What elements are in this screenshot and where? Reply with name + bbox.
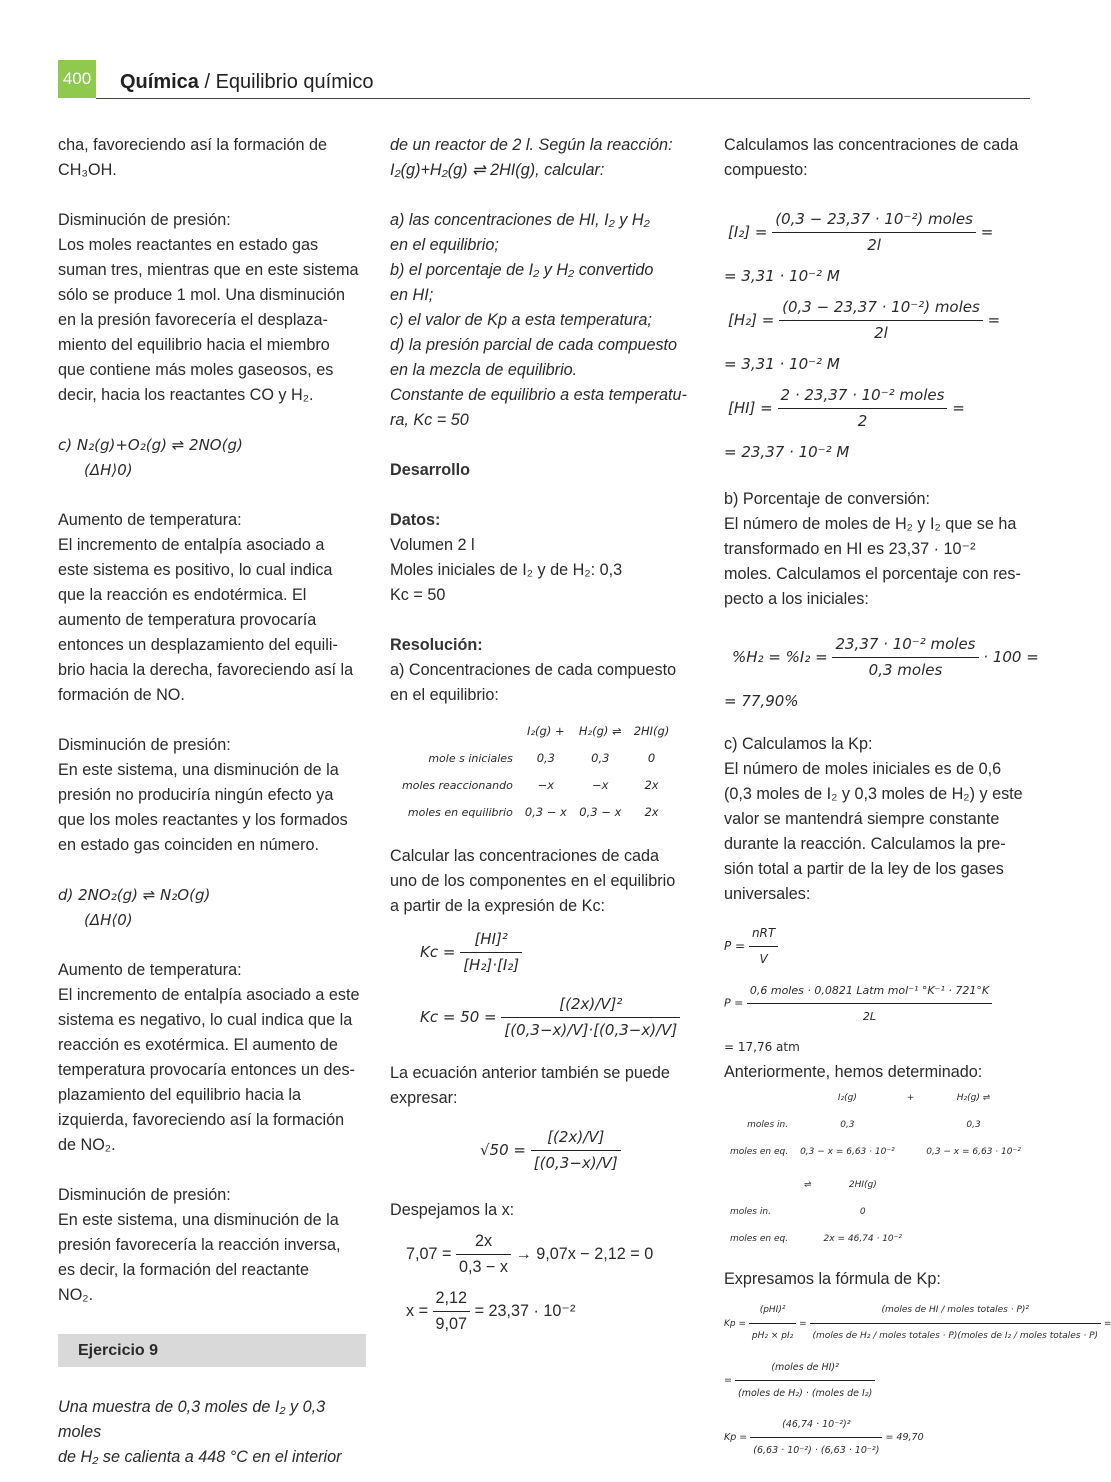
text-line: compuesto:	[724, 161, 808, 179]
text-line: I₂(g)+H₂(g) ⇌ 2HI(g), calcular:	[390, 161, 605, 179]
hi-result: = 23,37 · 10⁻² M	[724, 443, 850, 461]
kc-expression: Kc = $\frac{\text{[HI]²}}{\text{[H₂]·[I₂]}}$	[420, 927, 700, 978]
table-row: moles en eq. 2x = 46,74 · 10⁻²	[730, 1234, 903, 1244]
text-line: uno de los componentes en el equilibrio	[390, 872, 676, 890]
kp-formula: Kp = $\frac{\text{(pHI)²}}{\text{pH₂ × pI₂}}$ = (moles de HI / moles totales · P)² (moles de H₂ / moles totales · P)(moles de I₂ / moles totales · P) =	[724, 1298, 1034, 1349]
text-line: Volumen 2 l	[390, 536, 475, 554]
text-line: de un reactor de 2 l. Según la reacción:	[390, 136, 673, 154]
table-row: moles in. 0	[730, 1207, 866, 1217]
table-header	[396, 718, 519, 745]
table-row: mole s iniciales 0,3 0,3 0	[428, 751, 656, 765]
kp-moles-table-1: I₂(g) + H₂(g) ⇌ moles in. 0,3 0,3 moles en eq. 0,3 − x = 6,63 · 10⁻² 0,3 − x = 6,63 · 10⁻²	[724, 1085, 1027, 1166]
text-line: es decir, la formación del reactante	[58, 1261, 310, 1279]
paragraph-title: Aumento de temperatura:	[58, 961, 242, 979]
h2-result: = 3,31 · 10⁻² M	[724, 355, 840, 373]
paragraph-title: Disminución de presión:	[58, 1186, 231, 1204]
text-line: sistema es negativo, lo cual indica que la	[58, 1011, 353, 1029]
text-line: expresar:	[390, 1089, 458, 1107]
text-line: que la reacción es endotérmica. El	[58, 586, 307, 604]
text-line: miento del equilibrio hacia el miembro	[58, 336, 330, 354]
text-line: El incremento de entalpía asociado a este	[58, 986, 360, 1004]
text-line: CH₃OH.	[58, 161, 117, 179]
text-line: entonces un desplazamiento del equili-	[58, 636, 338, 654]
text-line: Despejamos la x:	[390, 1201, 515, 1219]
paragraph-title: Aumento de temperatura:	[58, 511, 242, 529]
text-line: c) Calculamos la Kp:	[724, 735, 873, 753]
sqrt-expression: √50 = $\frac{[(2x)/V]}{[(0,3-x)/V]}$	[480, 1125, 700, 1176]
text-line: suman tres, mientras que en este sistema	[58, 261, 359, 279]
table-row: moles in. 0,3 0,3	[747, 1120, 981, 1130]
question-line: c) el valor de Kp a esta temperatura;	[390, 311, 652, 329]
text-line: que los moles reactantes y los formados	[58, 811, 348, 829]
text-line: transformado en HI es 23,37 · 10⁻²	[724, 540, 976, 558]
text-line: La ecuación anterior también se puede	[390, 1064, 670, 1082]
text-line: temperatura provocaría entonces un des-	[58, 1061, 355, 1079]
kp-moles-ratio: = $\frac{\text{(moles de HI)²}}{\text{(moles de H₂) · (moles de I₂)}}$	[724, 1355, 1034, 1406]
table-header: I₂(g) +	[527, 724, 565, 738]
question-line: Constante de equilibrio a esta temperatu-	[390, 386, 687, 404]
text-line: Anteriormente, hemos determinado:	[724, 1063, 983, 1081]
text-line: El incremento de entalpía asociado a	[58, 536, 325, 554]
text-line: plazamiento del equilibrio hacia la	[58, 1086, 301, 1104]
hi-concentration: [HI] = $\frac{\text{2 · 23,37 · 10⁻² moles}}{2}$ =	[728, 383, 1034, 434]
question-line: b) el porcentaje de I₂ y H₂ convertido	[390, 261, 654, 279]
page-header	[58, 60, 1030, 102]
table-row: moles en equilibrio 0,3 − x 0,3 − x 2x	[407, 805, 659, 819]
text-line: b) Porcentaje de conversión:	[724, 490, 931, 508]
reaction-d: d) 2NO₂(g) ⇌ N₂O(g)	[58, 886, 211, 904]
text-line: universales:	[724, 885, 811, 903]
section-heading: Datos:	[390, 511, 441, 529]
text-line: Una muestra de 0,3 moles de I₂ y 0,3 moles	[58, 1398, 326, 1441]
text-line: que contiene más moles gaseosos, es	[58, 361, 334, 379]
question-line: en el equilibrio;	[390, 236, 499, 254]
page-number: 400	[58, 60, 96, 98]
text-line: (0,3 moles de I₂ y 0,3 moles de H₂) y este	[724, 785, 1023, 803]
text-line: NO₂.	[58, 1286, 94, 1304]
table-header: H₂(g) ⇌	[578, 724, 622, 738]
text-line: en estado gas coinciden en número.	[58, 836, 319, 854]
section-heading: Desarrollo	[390, 461, 471, 479]
table-row: moles en eq. 0,3 − x = 6,63 · 10⁻² 0,3 − x = 6,63 · 10⁻²	[730, 1147, 1021, 1157]
percentage-equation: %H₂ = %I₂ = $\frac{\text{23,37 · 10⁻² moles}}{\text{0,3 moles}}$ · 100 =	[732, 632, 1034, 683]
text-line: a partir de la expresión de Kc:	[390, 897, 606, 915]
text-line: reacción es exotérmica. El aumento de	[58, 1036, 338, 1054]
pressure-formula: P = $\frac{\text{nRT}}{V}$	[724, 921, 1034, 972]
enthalpy-c: (ΔH⟩0)	[84, 461, 133, 479]
question-line: en HI;	[390, 286, 434, 304]
pressure-result: = 17,76 atm	[724, 1040, 800, 1054]
text-line: En este sistema, una disminución de la	[58, 761, 339, 779]
text-line: durante la reacción. Calculamos la pre-	[724, 835, 1006, 853]
table-row: moles reaccionando −x −x 2x	[402, 778, 659, 792]
header-subject: Química	[120, 71, 199, 93]
text-line: cha, favoreciendo así la formación de	[58, 136, 328, 154]
reaction-c: c) N₂(g)+O₂(g) ⇌ 2NO(g)	[58, 436, 243, 454]
table-header: 2HI(g)	[633, 724, 670, 738]
text-line: izquierda, favoreciendo así la formación	[58, 1111, 345, 1129]
h2-concentration: [H₂] = $\frac{\text{(0,3 − 23,37 · 10⁻²) moles}}{2l}$ =	[728, 295, 1034, 346]
x-equation-1: 7,07 = $\frac{2x}{0,3 - x}$ → 9,07x − 2,12 = 0	[406, 1229, 700, 1280]
text-line: sión total a partir de la ley de los gases	[724, 860, 1004, 878]
text-line: de H₂ se calienta a 448 °C en el interior	[58, 1448, 342, 1466]
pressure-calculation: P = $\frac{\text{0,6 moles · 0,0821 Latm mol⁻¹ °K⁻¹ · 721°K}}{2L}$	[724, 978, 1034, 1029]
text-line: formación de NO.	[58, 686, 185, 704]
column-3	[724, 133, 1111, 1469]
header-title	[120, 71, 373, 94]
question-line: ra, Kc = 50	[390, 411, 469, 429]
text-line: Los moles reactantes en estado gas	[58, 236, 319, 254]
text-line: moles. Calculamos el porcentaje con res-	[724, 565, 1021, 583]
text-line: El número de moles de H₂ y I₂ que se ha	[724, 515, 1017, 533]
text-line: aumento de temperatura provocaría	[58, 611, 317, 629]
text-line: Kc = 50	[390, 586, 446, 604]
text-line: pecto a los iniciales:	[724, 590, 869, 608]
text-line: decir, hacia los reactantes CO y H₂.	[58, 386, 314, 404]
question-line: en la mezcla de equilibrio.	[390, 361, 578, 379]
section-heading: Resolución:	[390, 636, 483, 654]
kp-moles-table-2: ⇌ 2HI(g) moles in. 0 moles en eq. 2x = 46,74 · 10⁻²	[724, 1172, 908, 1253]
column-2	[390, 133, 700, 1343]
enthalpy-d: (ΔH⟨0)	[84, 911, 133, 929]
text-line: Expresamos la fórmula de Kp:	[724, 1270, 941, 1288]
question-line: a) las concentraciones de HI, I₂ y H₂	[390, 211, 650, 229]
text-line: sólo se produce 1 mol. Una disminución	[58, 286, 346, 304]
text-line: presión favorecería la reacción inversa,	[58, 1236, 341, 1254]
text-line: Calculamos las concentraciones de cada	[724, 136, 1019, 154]
text-line: valor se mantendrá siempre constante	[724, 810, 1000, 828]
text-line: brio hacia la derecha, favoreciendo así la	[58, 661, 354, 679]
moles-table	[396, 718, 675, 826]
column-1	[58, 133, 366, 1470]
text-line: este sistema es positivo, lo cual indica	[58, 561, 333, 579]
i2-result: = 3,31 · 10⁻² M	[724, 267, 840, 285]
i2-concentration: [I₂] = $\frac{\text{(0,3 − 23,37 · 10⁻²) moles}}{2l}$ =	[728, 207, 1034, 258]
paragraph-title: Disminución de presión:	[58, 211, 231, 229]
text-line: El número de moles iniciales es de 0,6	[724, 760, 1002, 778]
text-line: Moles iniciales de I₂ y de H₂: 0,3	[390, 561, 623, 579]
x-equation-2: x = $\frac{2,12}{9,07}$ = 23,37 · 10⁻²	[406, 1286, 700, 1337]
text-line: presión no produciría ningún efecto ya	[58, 786, 334, 804]
text-line: Calcular las concentraciones de cada	[390, 847, 660, 865]
header-topic: Equilibrio químico	[215, 71, 374, 93]
text-line: En este sistema, una disminución de la	[58, 1211, 339, 1229]
exercise-heading: Ejercicio 9	[58, 1334, 366, 1367]
kp-result-equation: Kp = $\frac{\text{(46,74 · 10⁻²)²}}{\text{(6,63 · 10⁻²) · (6,63 · 10⁻²)}}$ = 49,70	[724, 1412, 1034, 1463]
text-line: en el equilibrio:	[390, 686, 499, 704]
kc50-expression: Kc = 50 = $\frac{\text{[(2x)/V]²}}{[(0,3-x)/V]\cdot[(0,3-x)/V]}$	[420, 992, 700, 1043]
paragraph-title: Disminución de presión:	[58, 736, 231, 754]
question-line: d) la presión parcial de cada compuesto	[390, 336, 678, 354]
percentage-result: = 77,90%	[724, 692, 799, 710]
text-line: a) Concentraciones de cada compuesto	[390, 661, 677, 679]
text-line: en la presión favorecería el desplaza-	[58, 311, 328, 329]
header-separator: /	[198, 71, 216, 93]
header-rule	[96, 98, 1030, 99]
text-line: de NO₂.	[58, 1136, 116, 1154]
